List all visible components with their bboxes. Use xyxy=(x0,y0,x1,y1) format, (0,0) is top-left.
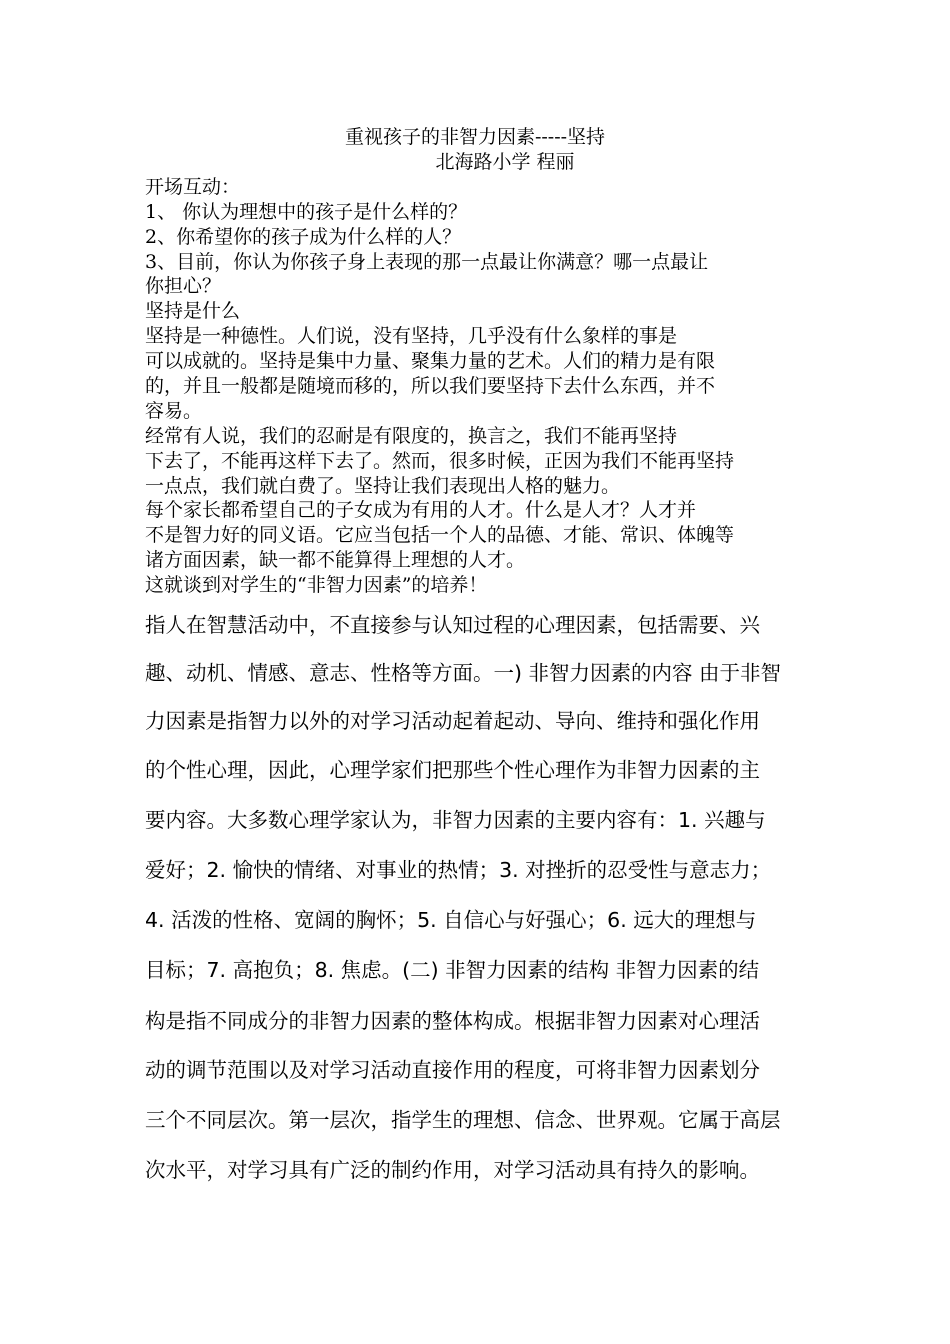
body-line: 动的调节范围以及对学习活动直接作用的程度，可将非智力因素划分 xyxy=(145,1058,760,1082)
paragraph-line: 经常有人说，我们的忍耐是有限度的，换言之，我们不能再坚持 xyxy=(145,425,678,447)
body-line: 力因素是指智力以外的对学习活动起着起动、导向、维持和强化作用 xyxy=(145,709,760,733)
opening-line: 3、目前，你认为你孩子身上表现的那一点最让你满意？哪一点最让 xyxy=(145,251,709,273)
paragraph-line: 不是智力好的同义语。它应当包括一个人的品德、才能、常识、体魄等 xyxy=(145,524,735,546)
body-line: 要内容。大多数心理学家认为，非智力因素的主要内容有：1. 兴趣与 xyxy=(145,808,766,832)
paragraph-line: 每个家长都希望自己的子女成为有用的人才。什么是人才？人才并 xyxy=(145,499,697,521)
paragraph-line: 的，并且一般都是随境而移的，所以我们要坚持下去什么东西，并不 xyxy=(145,375,716,397)
body-line: 指人在智慧活动中，不直接参与认知过程的心理因素，包括需要、兴 xyxy=(145,613,760,637)
body-line: 目标；7. 高抱负；8. 焦虑。(二) 非智力因素的结构 非智力因素的结 xyxy=(145,958,760,982)
paragraph-line: 一点点，我们就白费了。坚持让我们表现出人格的魅力。 xyxy=(145,475,621,497)
opening-line: 1、 你认为理想中的孩子是什么样的？ xyxy=(145,201,468,223)
opening-line: 你担心？ xyxy=(145,275,222,297)
section-heading: 坚持是什么 xyxy=(145,300,241,322)
body-line: 爱好；2. 愉快的情绪、对事业的热情；3. 对挫折的忍受性与意志力； xyxy=(145,858,772,882)
body-line: 4. 活泼的性格、宽阔的胸怀；5. 自信心与好强心；6. 远大的理想与 xyxy=(145,908,757,932)
paragraph-line: 这就谈到对学生的“非智力因素”的培养！ xyxy=(145,574,488,596)
author-line: 北海路小学 程丽 xyxy=(435,151,575,173)
paragraph-line: 可以成就的。坚持是集中力量、聚集力量的艺术。人们的精力是有限 xyxy=(145,350,716,372)
opening-line: 2、你希望你的孩子成为什么样的人？ xyxy=(145,226,462,248)
paragraph-line: 坚持是一种德性。人们说，没有坚持，几乎没有什么象样的事是 xyxy=(145,325,678,347)
document-title: 重视孩子的非智力因素-----坚持 xyxy=(344,126,606,148)
paragraph-line: 诸方面因素，缺一都不能算得上理想的人才。 xyxy=(145,549,526,571)
body-line: 三个不同层次。第一层次，指学生的理想、信念、世界观。它属于高层 xyxy=(145,1108,781,1132)
body-line: 趣、动机、情感、意志、性格等方面。一) 非智力因素的内容 由于非智 xyxy=(145,661,782,685)
body-line: 的个性心理，因此，心理学家们把那些个性心理作为非智力因素的主 xyxy=(145,758,760,782)
body-line: 次水平，对学习具有广泛的制约作用，对学习活动具有持久的影响。 xyxy=(145,1158,760,1182)
paragraph-line: 容易。 xyxy=(145,400,203,422)
body-line: 构是指不同成分的非智力因素的整体构成。根据非智力因素对心理活 xyxy=(145,1009,760,1033)
paragraph-line: 下去了，不能再这样下去了。然而，很多时候，正因为我们不能再坚持 xyxy=(145,450,735,472)
opening-line: 开场互动： xyxy=(145,176,241,198)
